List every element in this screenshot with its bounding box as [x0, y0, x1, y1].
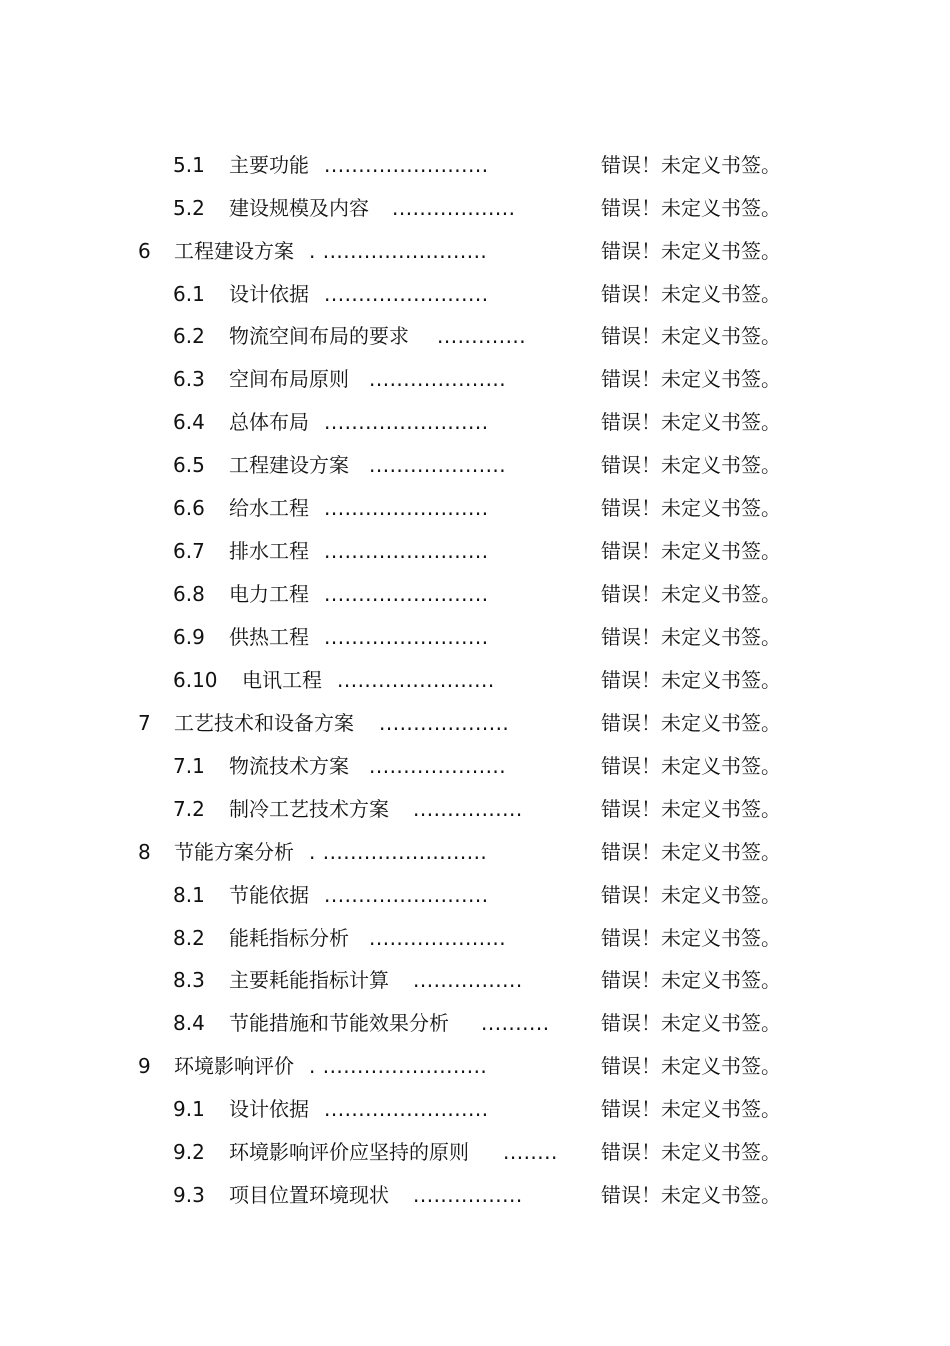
toc-entry-title: 电讯工程 — [242, 668, 322, 692]
toc-entry-title: 物流技术方案 — [229, 754, 349, 778]
toc-leader-dots: ................... — [379, 711, 510, 735]
toc-entry-title: 主要耗能指标计算 — [229, 968, 389, 992]
toc-entry-number: 8.4 — [173, 1011, 205, 1035]
toc-leader-dots: ........................ — [324, 282, 489, 306]
toc-entry[interactable] — [0, 708, 950, 738]
toc-entry-title: 设计依据 — [229, 1097, 309, 1121]
toc-entry-title: 项目位置环境现状 — [229, 1183, 389, 1207]
toc-entry[interactable] — [0, 364, 950, 394]
toc-page-reference: 错误！未定义书签。 — [601, 367, 781, 391]
toc-leader-dots: ........................ — [324, 625, 489, 649]
toc-leader-dots: . ........................ — [309, 239, 488, 263]
toc-page-reference: 错误！未定义书签。 — [601, 153, 781, 177]
toc-entry-number: 6.6 — [173, 496, 205, 520]
toc-entry-title: 节能措施和节能效果分析 — [229, 1011, 449, 1035]
toc-entry-number: 9.3 — [173, 1183, 205, 1207]
toc-entry[interactable] — [0, 880, 950, 910]
toc-entry[interactable] — [0, 837, 950, 867]
toc-leader-dots: .................... — [369, 453, 507, 477]
toc-page-reference: 错误！未定义书签。 — [601, 196, 781, 220]
toc-page-reference: 错误！未定义书签。 — [601, 1097, 781, 1121]
toc-entry-title: 能耗指标分析 — [229, 926, 349, 950]
toc-page-reference: 错误！未定义书签。 — [601, 324, 781, 348]
toc-entry[interactable] — [0, 1051, 950, 1081]
toc-entry[interactable] — [0, 965, 950, 995]
toc-entry-title: 物流空间布局的要求 — [229, 324, 409, 348]
toc-leader-dots: . ........................ — [309, 1054, 488, 1078]
toc-entry-number: 6.7 — [173, 539, 205, 563]
toc-leader-dots: .................... — [369, 926, 507, 950]
toc-entry-title: 设计依据 — [229, 282, 309, 306]
toc-entry-title: 空间布局原则 — [229, 367, 349, 391]
toc-entry-number: 8.2 — [173, 926, 205, 950]
toc-entry[interactable] — [0, 193, 950, 223]
toc-entry[interactable] — [0, 536, 950, 566]
toc-entry-number: 9 — [138, 1054, 151, 1078]
toc-entry-number: 7.2 — [173, 797, 205, 821]
toc-entry[interactable] — [0, 751, 950, 781]
toc-page-reference: 错误！未定义书签。 — [601, 410, 781, 434]
toc-page-reference: 错误！未定义书签。 — [601, 239, 781, 263]
toc-entry[interactable] — [0, 794, 950, 824]
toc-entry-number: 6.8 — [173, 582, 205, 606]
toc-leader-dots: ........................ — [324, 410, 489, 434]
toc-entry-number: 9.1 — [173, 1097, 205, 1121]
toc-page-reference: 错误！未定义书签。 — [601, 582, 781, 606]
toc-entry-title: 工艺技术和设备方案 — [174, 711, 354, 735]
toc-entry-number: 6.2 — [173, 324, 205, 348]
toc-leader-dots: ........................ — [324, 496, 489, 520]
toc-entry-number: 6.3 — [173, 367, 205, 391]
toc-entry-title: 总体布局 — [229, 410, 309, 434]
toc-page-reference: 错误！未定义书签。 — [601, 625, 781, 649]
toc-entry-title: 工程建设方案 — [229, 453, 349, 477]
toc-entry[interactable] — [0, 579, 950, 609]
toc-entry[interactable] — [0, 321, 950, 351]
toc-leader-dots: .................... — [369, 367, 507, 391]
toc-page-reference: 错误！未定义书签。 — [601, 1011, 781, 1035]
toc-entry-title: 主要功能 — [229, 153, 309, 177]
toc-entry-title: 给水工程 — [229, 496, 309, 520]
toc-page-reference: 错误！未定义书签。 — [601, 453, 781, 477]
toc-entry-number: 6.5 — [173, 453, 205, 477]
toc-entry-title: 排水工程 — [229, 539, 309, 563]
toc-leader-dots: ........ — [503, 1140, 558, 1164]
toc-page-reference: 错误！未定义书签。 — [601, 1140, 781, 1164]
toc-entry-number: 8 — [138, 840, 151, 864]
toc-entry[interactable] — [0, 622, 950, 652]
toc-entry[interactable] — [0, 665, 950, 695]
toc-entry-number: 5.2 — [173, 196, 205, 220]
toc-entry[interactable] — [0, 923, 950, 953]
toc-entry[interactable] — [0, 450, 950, 480]
toc-page-reference: 错误！未定义书签。 — [601, 496, 781, 520]
toc-leader-dots: .................. — [392, 196, 516, 220]
toc-leader-dots: ........................ — [324, 582, 489, 606]
toc-entry[interactable] — [0, 407, 950, 437]
toc-page-reference: 错误！未定义书签。 — [601, 1054, 781, 1078]
toc-page-reference: 错误！未定义书签。 — [601, 968, 781, 992]
toc-leader-dots: .......... — [481, 1011, 550, 1035]
toc-entry-title: 建设规模及内容 — [229, 196, 369, 220]
toc-entry-number: 6.9 — [173, 625, 205, 649]
toc-entry-title: 供热工程 — [229, 625, 309, 649]
toc-page-reference: 错误！未定义书签。 — [601, 282, 781, 306]
toc-entry[interactable] — [0, 1180, 950, 1210]
toc-entry[interactable] — [0, 279, 950, 309]
toc-page-reference: 错误！未定义书签。 — [601, 539, 781, 563]
toc-entry-number: 7 — [138, 711, 151, 735]
toc-page-reference: 错误！未定义书签。 — [601, 883, 781, 907]
toc-leader-dots: ............. — [437, 324, 527, 348]
toc-entry-number: 8.3 — [173, 968, 205, 992]
toc-page-reference: 错误！未定义书签。 — [601, 797, 781, 821]
toc-entry-title: 环境影响评价应坚持的原则 — [229, 1140, 469, 1164]
toc-entry-number: 6.10 — [173, 668, 218, 692]
toc-entry-title: 电力工程 — [229, 582, 309, 606]
toc-entry-number: 7.1 — [173, 754, 205, 778]
toc-page-reference: 错误！未定义书签。 — [601, 668, 781, 692]
toc-entry[interactable] — [0, 1094, 950, 1124]
toc-leader-dots: ................ — [413, 797, 523, 821]
toc-entry-title: 节能依据 — [229, 883, 309, 907]
toc-entry-number: 5.1 — [173, 153, 205, 177]
toc-entry[interactable] — [0, 150, 950, 180]
toc-entry-number: 6.1 — [173, 282, 205, 306]
toc-entry-number: 6.4 — [173, 410, 205, 434]
toc-entry[interactable] — [0, 1008, 950, 1038]
toc-entry-title: 节能方案分析 — [174, 840, 294, 864]
toc-entry[interactable] — [0, 236, 950, 266]
toc-entry[interactable] — [0, 493, 950, 523]
toc-page-reference: 错误！未定义书签。 — [601, 840, 781, 864]
toc-leader-dots: ....................... — [337, 668, 495, 692]
toc-leader-dots: ................ — [413, 1183, 523, 1207]
toc-entry-number: 9.2 — [173, 1140, 205, 1164]
toc-leader-dots: ........................ — [324, 539, 489, 563]
toc-entry[interactable] — [0, 1137, 950, 1167]
toc-entry-title: 制冷工艺技术方案 — [229, 797, 389, 821]
toc-page-reference: 错误！未定义书签。 — [601, 754, 781, 778]
toc-leader-dots: ........................ — [324, 153, 489, 177]
toc-entry-number: 8.1 — [173, 883, 205, 907]
toc-leader-dots: ........................ — [324, 883, 489, 907]
toc-entry-number: 6 — [138, 239, 151, 263]
toc-page-reference: 错误！未定义书签。 — [601, 926, 781, 950]
toc-leader-dots: ................ — [413, 968, 523, 992]
toc-page-reference: 错误！未定义书签。 — [601, 711, 781, 735]
toc-leader-dots: .................... — [369, 754, 507, 778]
toc-page-reference: 错误！未定义书签。 — [601, 1183, 781, 1207]
toc-leader-dots: ........................ — [324, 1097, 489, 1121]
toc-entry-title: 环境影响评价 — [174, 1054, 294, 1078]
toc-entry-title: 工程建设方案 — [174, 239, 294, 263]
toc-leader-dots: . ........................ — [309, 840, 488, 864]
